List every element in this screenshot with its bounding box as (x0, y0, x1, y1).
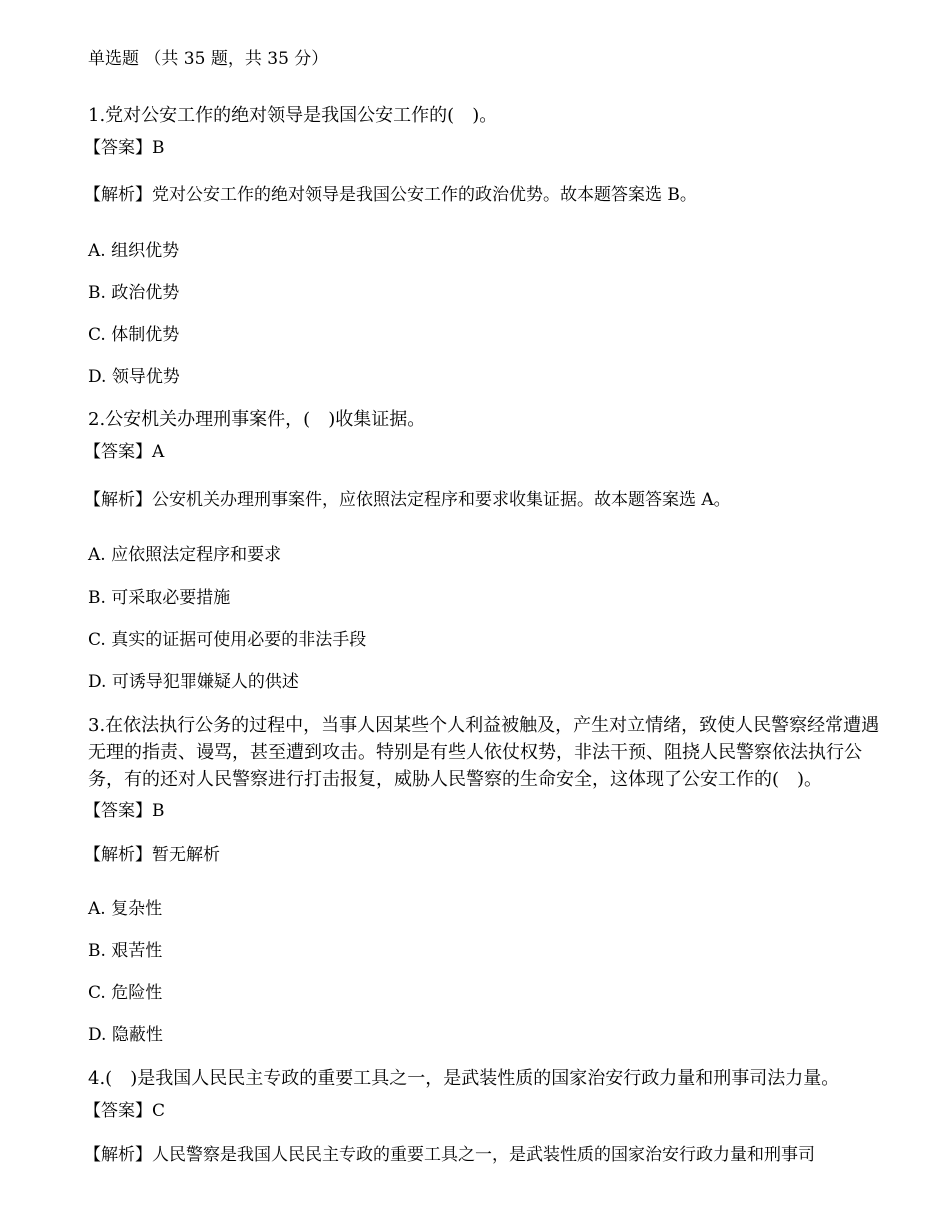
option-c: C. 体制优势 (88, 325, 180, 345)
option-a: A. 复杂性 (88, 899, 163, 919)
analysis-line: 【解析】人民警察是我国人民民主专政的重要工具之一，是武装性质的国家治安行政力量和刑事司 (84, 1145, 815, 1165)
option-d: D. 领导优势 (88, 367, 180, 387)
question-stem (88, 712, 906, 793)
question-stem-line: 无理的指责、谩骂，甚至遭到攻击。特别是有些人依仗权势，非法干预、阻挠人民警察依法执行公 (88, 742, 862, 763)
question-stem: 1.党对公安工作的绝对领导是我国公安工作的( )。 (88, 105, 498, 126)
analysis-line: 【解析】暂无解析 (84, 845, 220, 865)
analysis-line: 【解析】公安机关办理刑事案件，应依照法定程序和要求收集证据。故本题答案选 A。 (84, 490, 731, 510)
analysis-line: 【解析】党对公安工作的绝对领导是我国公安工作的政治优势。故本题答案选 B。 (84, 185, 697, 205)
option-b: B. 艰苦性 (88, 941, 163, 961)
question-stem: 4.( )是我国人民民主专政的重要工具之一，是武装性质的国家治安行政力量和刑事司法力量。 (88, 1068, 840, 1089)
answer-line: 【答案】C (84, 1101, 166, 1121)
question-stem-line: 务，有的还对人民警察进行打击报复，威胁人民警察的生命安全，这体现了公安工作的( )。 (88, 769, 823, 790)
section-header: 单选题 （共 35 题，共 35 分） (88, 49, 329, 69)
question-stem: 2.公安机关办理刑事案件，( )收集证据。 (88, 409, 426, 430)
answer-line: 【答案】B (84, 138, 165, 158)
option-c: C. 危险性 (88, 983, 163, 1003)
answer-line: 【答案】A (84, 442, 165, 462)
option-b: B. 政治优势 (88, 283, 180, 303)
answer-line: 【答案】B (84, 801, 165, 821)
option-d: D. 隐蔽性 (88, 1025, 163, 1045)
option-b: B. 可采取必要措施 (88, 588, 231, 608)
option-c: C. 真实的证据可使用必要的非法手段 (88, 630, 367, 650)
question-stem-line: 3.在依法执行公务的过程中，当事人因某些个人利益被触及，产生对立情绪，致使人民警察经常遭遇 (88, 715, 880, 736)
option-a: A. 应依照法定程序和要求 (88, 545, 282, 565)
option-a: A. 组织优势 (88, 241, 180, 261)
option-d: D. 可诱导犯罪嫌疑人的供述 (88, 672, 299, 692)
